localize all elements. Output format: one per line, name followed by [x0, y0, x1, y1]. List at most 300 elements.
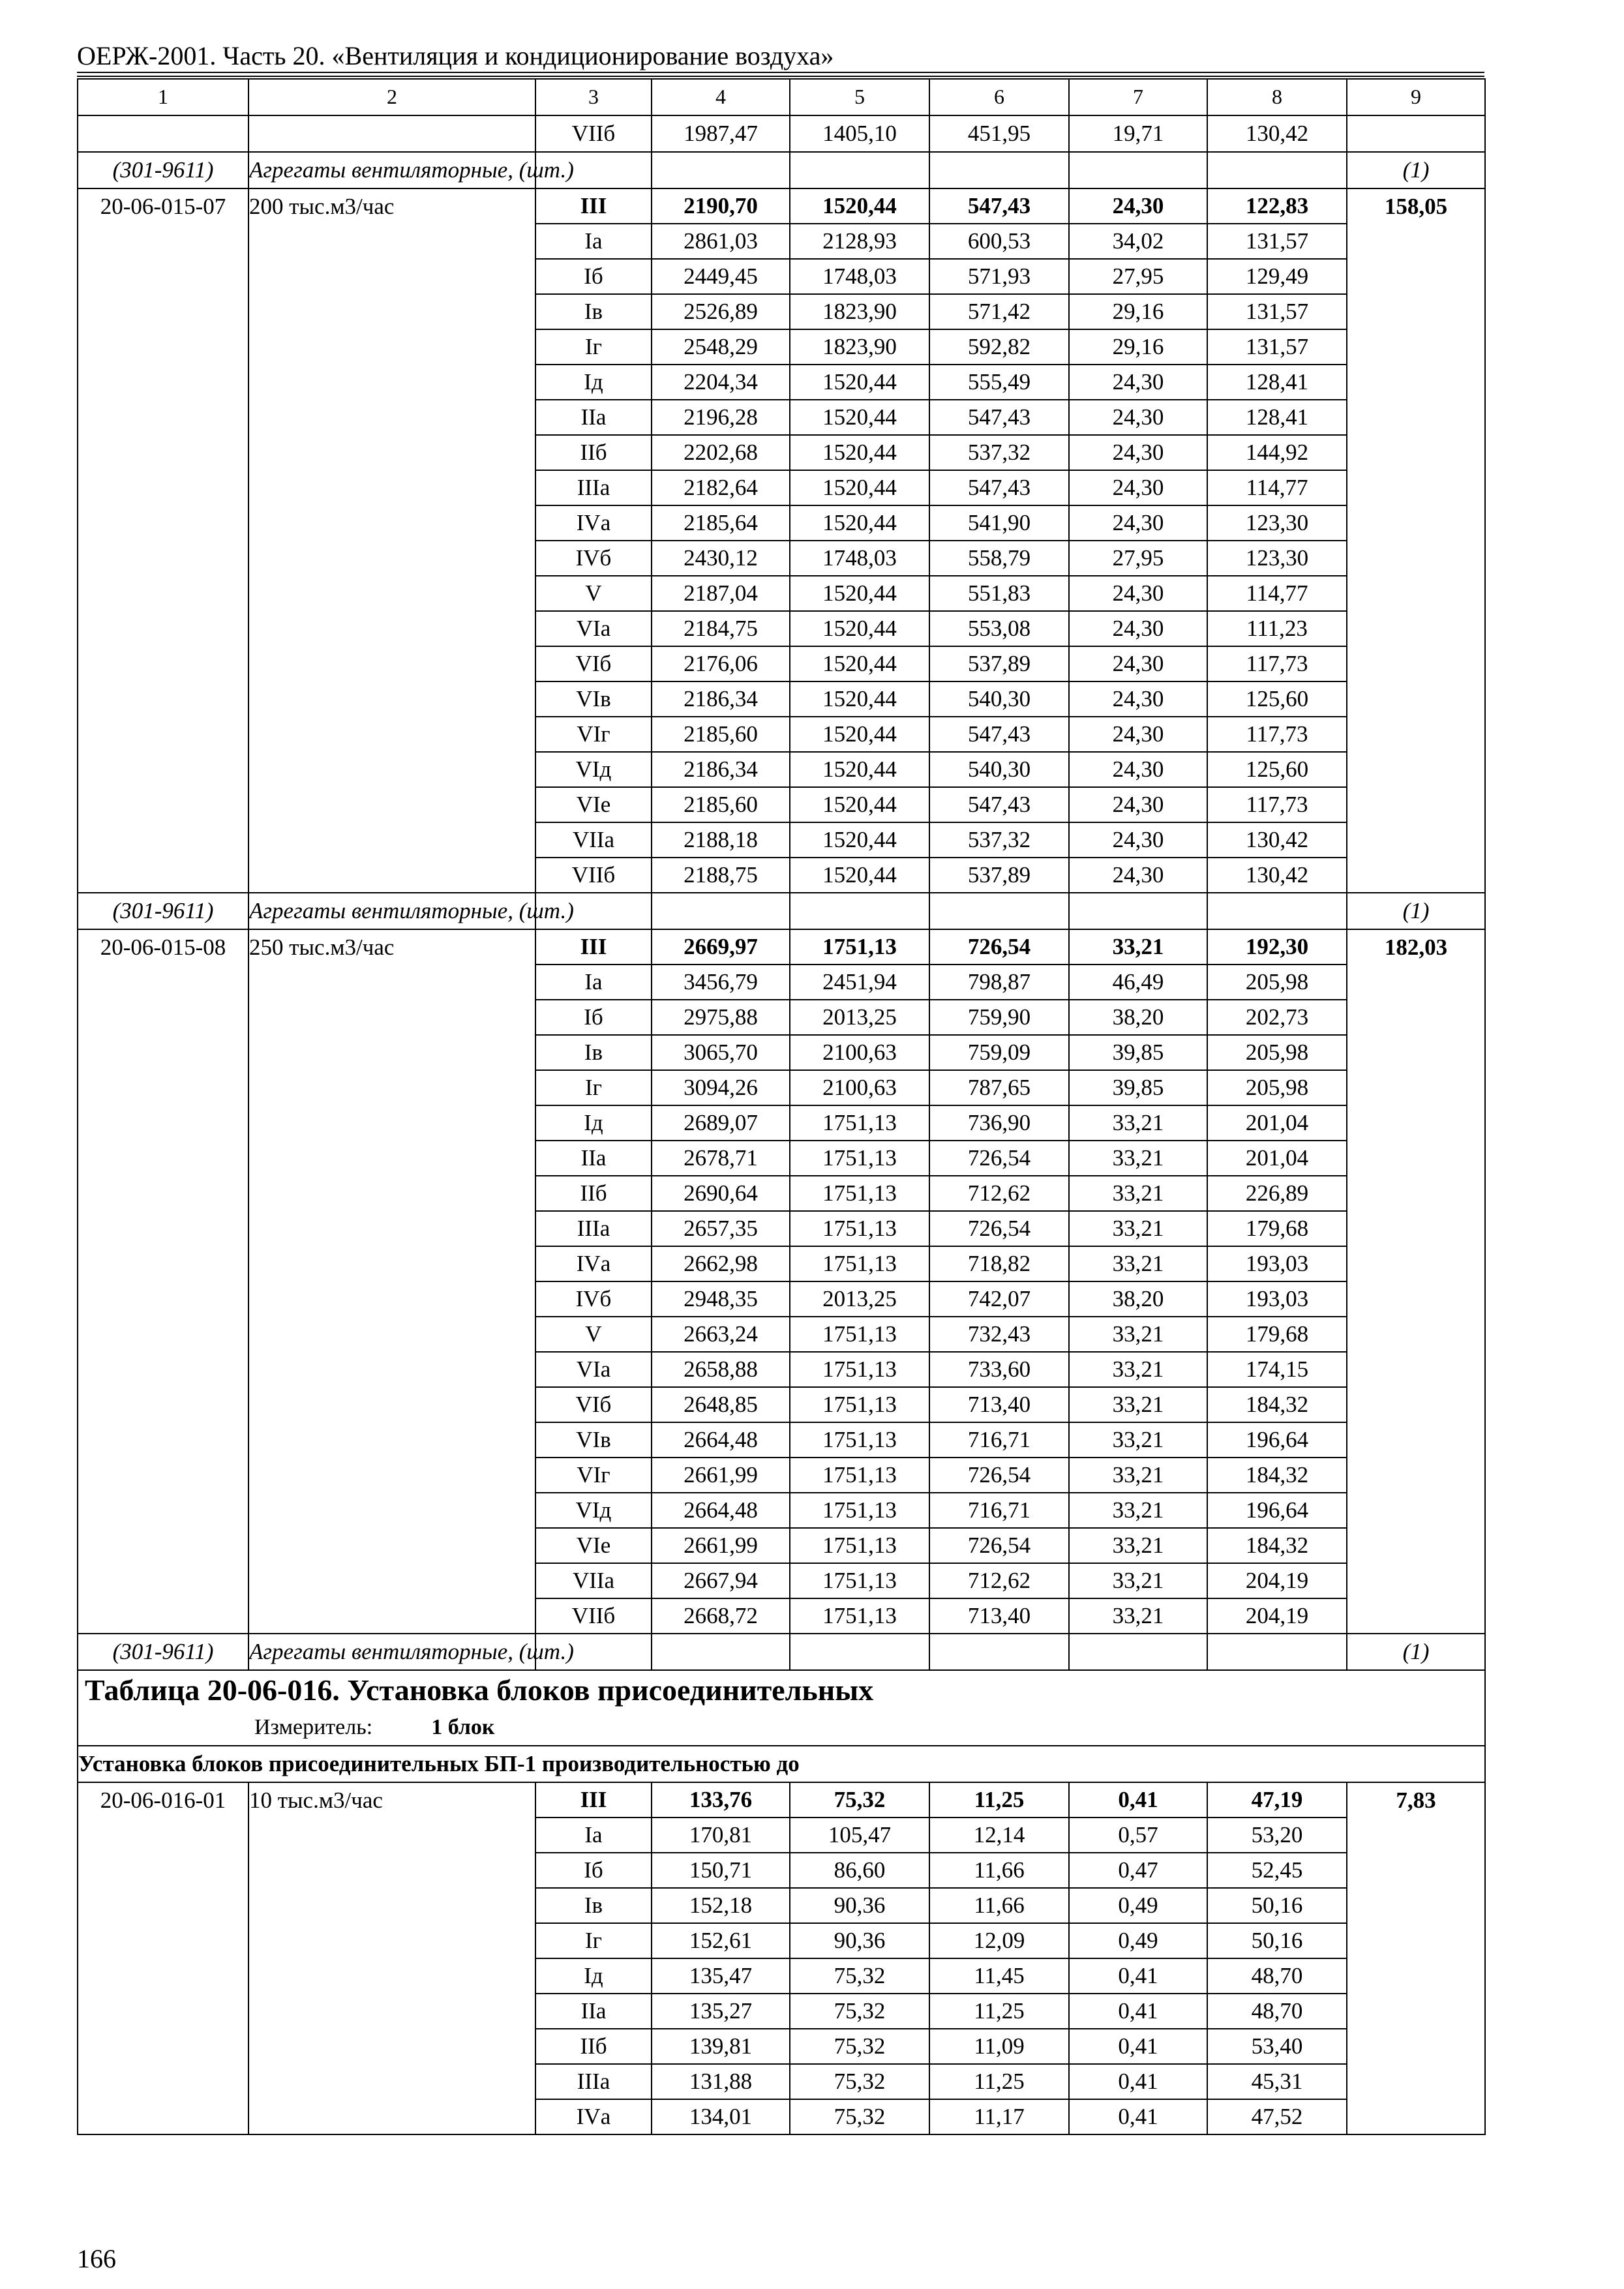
- zone-label: Iа: [536, 224, 651, 260]
- zone-cell: VIIб: [535, 115, 652, 152]
- value-cell: 537,89: [930, 647, 1068, 682]
- header-rule-top: [77, 72, 1484, 73]
- value-cell: 1520,44: [790, 576, 929, 612]
- zone-label: VIв: [536, 1423, 651, 1458]
- value-cell: 174,15: [1208, 1353, 1346, 1388]
- empty-cell: [248, 115, 535, 152]
- value-cell: 1520,44: [790, 717, 929, 753]
- value-cell: 2188,75: [684, 862, 758, 888]
- value-cell: 75,32: [790, 1959, 929, 1994]
- value-cell: 555,49: [930, 365, 1068, 400]
- resource-name: Агрегаты вентиляторные, (шт.): [248, 893, 535, 929]
- value-cell: 1823,90: [790, 295, 929, 330]
- value-cell: 202,73: [1208, 1000, 1346, 1036]
- value-cell: 11,25: [930, 2065, 1068, 2100]
- zone-label: IVа: [536, 1247, 651, 1282]
- value-cell: 24,30: [1070, 823, 1207, 858]
- value-cell: 24,30: [1070, 612, 1207, 647]
- value-cell: 1520,44: [790, 506, 929, 541]
- value-cell: 27,95: [1070, 541, 1207, 576]
- value-cell: 726,54: [930, 1212, 1068, 1247]
- resource-qty: (1): [1347, 893, 1485, 929]
- value-cell: 33,21: [1070, 1317, 1207, 1353]
- value-cell: 24,30: [1070, 436, 1207, 471]
- value-cell: 2449,45: [652, 260, 789, 295]
- value-cell: 2661,99: [652, 1529, 789, 1564]
- value-cell: 1751,13: [790, 1247, 929, 1282]
- value-cell: 2668,72: [684, 1603, 758, 1628]
- value-cell: 2526,89: [652, 295, 789, 330]
- value-cell: 537,32: [930, 436, 1068, 471]
- zone-label: VIг: [536, 1458, 651, 1493]
- zone-label: VIа: [536, 612, 651, 647]
- value-cell: 38,20: [1070, 1000, 1207, 1036]
- column-number: 9: [1347, 79, 1485, 115]
- column-number: 6: [929, 79, 1069, 115]
- resource-row: [78, 1634, 1485, 1670]
- value-cell: 139,81: [652, 2029, 789, 2065]
- value-cell: 90,36: [790, 1924, 929, 1959]
- zone-label: VIIб: [571, 862, 616, 888]
- value-cell: 2185,60: [652, 717, 789, 753]
- value-cell: 732,43: [930, 1317, 1068, 1353]
- zone-label: VIе: [536, 788, 651, 823]
- value-cell: 50,16: [1208, 1889, 1346, 1924]
- value-cell: 2185,60: [652, 788, 789, 823]
- empty-cell: [790, 893, 929, 929]
- value-cell: 716,71: [930, 1493, 1068, 1529]
- value-column-6: [929, 929, 1069, 1634]
- value-cell: 2128,93: [790, 224, 929, 260]
- value-cell: 33,21: [1070, 1106, 1207, 1141]
- value-cell: 1520,44: [790, 647, 929, 682]
- zone-label: V: [536, 1317, 651, 1353]
- value-cell: 131,57: [1208, 295, 1346, 330]
- zone-label: Iг: [536, 1071, 651, 1106]
- zone-label: IIа: [536, 400, 651, 436]
- value-cell: 1751,13: [790, 1212, 929, 1247]
- value-column-5: [790, 1782, 929, 2134]
- zone-label: IIа: [536, 1994, 651, 2029]
- resource-code: (301-9611): [78, 893, 248, 929]
- value-cell: 39,85: [1070, 1036, 1207, 1071]
- value-cell: 11,25: [930, 1783, 1068, 1818]
- value-cell: 1520,44: [790, 365, 929, 400]
- value-cell: 1751,13: [790, 1529, 929, 1564]
- value-cell: 1520,44: [790, 612, 929, 647]
- value-cell: 53,40: [1208, 2029, 1346, 2065]
- zone-label: VIв: [536, 682, 651, 717]
- value-cell: 2187,04: [652, 576, 789, 612]
- measure-value: 1 блок: [431, 1715, 495, 1739]
- zone-label: VIIб: [571, 1603, 616, 1628]
- column-number: 7: [1069, 79, 1207, 115]
- zone-label: Iа: [536, 965, 651, 1000]
- value-cell: 2690,64: [652, 1176, 789, 1212]
- value-cell: 196,64: [1208, 1423, 1346, 1458]
- empty-cell: [929, 1634, 1069, 1670]
- value-cell: 713,40: [967, 1603, 1031, 1628]
- empty-cell: [1207, 152, 1347, 188]
- value-cell: 712,62: [930, 1564, 1068, 1599]
- zone-label: IIб: [536, 436, 651, 471]
- value-cell: 135,27: [652, 1994, 789, 2029]
- zone-label: VIб: [536, 647, 651, 682]
- value-cell: 1751,13: [790, 1564, 929, 1599]
- value-cell: 11,25: [930, 1994, 1068, 2029]
- value-cell: 24,30: [1112, 862, 1164, 888]
- value-cell: 24,30: [1070, 682, 1207, 717]
- zone-label: IIа: [536, 1141, 651, 1176]
- value-cell: 75,32: [790, 2029, 929, 2065]
- value-cell: 33,21: [1070, 1212, 1207, 1247]
- column-number: 3: [535, 79, 652, 115]
- value-column-5: [790, 188, 929, 893]
- resource-qty: (1): [1347, 1634, 1485, 1670]
- zone-label: Iб: [536, 260, 651, 295]
- value-cell: 192,30: [1208, 930, 1346, 965]
- empty-cell: [1069, 152, 1207, 188]
- resource-name: Агрегаты вентиляторные, (шт.): [248, 152, 535, 188]
- value-cell: 75,32: [790, 2065, 929, 2100]
- value-cell: 204,19: [1208, 1564, 1346, 1599]
- value-cell: 1520,44: [790, 788, 929, 823]
- value-cell: 726,54: [930, 1458, 1068, 1493]
- zone-column: [535, 1782, 652, 2134]
- value-column-5: [790, 929, 929, 1634]
- value-cell: 451,95: [929, 115, 1069, 152]
- value-cell: 125,60: [1208, 753, 1346, 788]
- value-cell: 201,04: [1208, 1141, 1346, 1176]
- value-cell: 2658,88: [652, 1353, 789, 1388]
- zone-label: IIб: [536, 2029, 651, 2065]
- value-cell: 47,19: [1208, 1783, 1346, 1818]
- empty-cell: [1069, 893, 1207, 929]
- value-cell: 759,90: [930, 1000, 1068, 1036]
- value-cell: 0,41: [1070, 1959, 1207, 1994]
- rate-name: 250 тыс.м3/час: [248, 929, 535, 1634]
- value-column-8: [1207, 1782, 1347, 2134]
- value-cell: 726,54: [930, 1529, 1068, 1564]
- value-cell: 547,43: [930, 400, 1068, 436]
- value-cell: 205,98: [1208, 1036, 1346, 1071]
- zone-label: VIг: [536, 717, 651, 753]
- price-table: [77, 78, 1486, 2135]
- value-cell: 2176,06: [652, 647, 789, 682]
- subheading: Установка блоков присоединительных БП-1 производительностью до: [78, 1746, 1485, 1782]
- value-cell: 798,87: [930, 965, 1068, 1000]
- zone-label: VIд: [536, 753, 651, 788]
- value-cell: 193,03: [1208, 1282, 1346, 1317]
- value-cell: 1520,44: [790, 436, 929, 471]
- value-cell: 1751,13: [790, 1353, 929, 1388]
- zone-label: Iб: [536, 1853, 651, 1889]
- value-cell: 540,30: [930, 682, 1068, 717]
- zone-label: Iд: [536, 365, 651, 400]
- value-cell: 184,32: [1208, 1388, 1346, 1423]
- zone-label: III: [536, 930, 651, 965]
- value-cell: 718,82: [930, 1247, 1068, 1282]
- zone-label: V: [536, 576, 651, 612]
- resource-qty: (1): [1347, 152, 1485, 188]
- column-number: 8: [1207, 79, 1347, 115]
- rate-block: [78, 929, 1485, 1634]
- value-cell: 2430,12: [652, 541, 789, 576]
- value-cell: 2661,99: [652, 1458, 789, 1493]
- value-cell: 0,41: [1118, 2104, 1158, 2129]
- zone-label: IVб: [536, 1282, 651, 1317]
- value-cell: 1987,47: [652, 115, 790, 152]
- value-cell: 2548,29: [652, 330, 789, 365]
- value-cell: 3094,26: [652, 1071, 789, 1106]
- value-cell: 131,88: [652, 2065, 789, 2100]
- value-cell: 11,09: [930, 2029, 1068, 2065]
- value-cell: 547,43: [930, 189, 1068, 224]
- empty-cell: [929, 152, 1069, 188]
- value-cell: 11,17: [974, 2104, 1025, 2129]
- value-cell: 2689,07: [652, 1106, 789, 1141]
- value-cell: 12,14: [930, 1818, 1068, 1853]
- value-cell: 551,83: [930, 576, 1068, 612]
- value-cell: 27,95: [1070, 260, 1207, 295]
- value-cell: 11,66: [930, 1853, 1068, 1889]
- zone-label: VIе: [536, 1529, 651, 1564]
- value-cell: 184,32: [1208, 1458, 1346, 1493]
- value-cell: 75,32: [834, 2104, 886, 2129]
- value-cell: 2184,75: [652, 612, 789, 647]
- empty-cell: [652, 1634, 790, 1670]
- resource-row: [78, 893, 1485, 929]
- measure-label: Измеритель:: [254, 1715, 373, 1739]
- value-cell: 1751,13: [790, 1458, 929, 1493]
- value-cell: 39,85: [1070, 1071, 1207, 1106]
- value-cell: 0,41: [1070, 1994, 1207, 2029]
- value-cell: 33,21: [1070, 1353, 1207, 1388]
- rate-name: 10 тыс.м3/час: [248, 1782, 535, 2134]
- value-cell: 205,98: [1208, 1071, 1346, 1106]
- value-cell: 726,54: [930, 1141, 1068, 1176]
- rate-code: 20-06-015-07: [78, 188, 248, 893]
- empty-cell: [78, 115, 248, 152]
- value-cell: 117,73: [1208, 717, 1346, 753]
- column-number: 5: [790, 79, 929, 115]
- empty-cell: [929, 893, 1069, 929]
- value-cell: 2861,03: [652, 224, 789, 260]
- value-cell: 134,01: [689, 2104, 753, 2129]
- measure-line: [78, 1710, 1484, 1745]
- col9-value: 158,05: [1347, 188, 1485, 893]
- value-cell: 86,60: [790, 1853, 929, 1889]
- value-cell: 130,42: [1207, 115, 1347, 152]
- value-cell: 11,45: [930, 1959, 1068, 1994]
- value-column-8: [1207, 929, 1347, 1634]
- value-cell: 1751,13: [790, 1423, 929, 1458]
- value-cell: 117,73: [1208, 788, 1346, 823]
- value-cell: 1751,13: [790, 1176, 929, 1212]
- value-cell: 129,49: [1208, 260, 1346, 295]
- value-cell: 541,90: [930, 506, 1068, 541]
- value-cell: 48,70: [1208, 1959, 1346, 1994]
- value-cell: 125,60: [1208, 682, 1346, 717]
- value-cell: 537,32: [930, 823, 1068, 858]
- value-cell: 2185,64: [652, 506, 789, 541]
- value-cell: 29,16: [1070, 330, 1207, 365]
- value-cell: 2657,35: [652, 1212, 789, 1247]
- value-cell: 33,21: [1070, 1458, 1207, 1493]
- value-cell: 2190,70: [652, 189, 789, 224]
- value-cell: 122,83: [1208, 189, 1346, 224]
- value-cell: 179,68: [1208, 1212, 1346, 1247]
- value-cell: 52,45: [1208, 1853, 1346, 1889]
- value-cell: 592,82: [930, 330, 1068, 365]
- value-cell: 726,54: [930, 930, 1068, 965]
- value-cell: 0,49: [1070, 1924, 1207, 1959]
- value-cell: 50,16: [1208, 1924, 1346, 1959]
- rate-name: 200 тыс.м3/час: [248, 188, 535, 893]
- value-cell: 1520,44: [790, 189, 929, 224]
- value-cell: 24,30: [1070, 189, 1207, 224]
- value-cell: 2204,34: [652, 365, 789, 400]
- value-cell: 712,62: [930, 1176, 1068, 1212]
- value-cell: 33,21: [1070, 1423, 1207, 1458]
- value-cell: 33,21: [1112, 1603, 1164, 1628]
- empty-cell: [1207, 893, 1347, 929]
- value-cell: 90,36: [790, 1889, 929, 1924]
- empty-cell: [652, 152, 790, 188]
- value-cell: 46,49: [1070, 965, 1207, 1000]
- value-cell: 2669,97: [652, 930, 789, 965]
- zone-label: Iд: [536, 1959, 651, 1994]
- value-cell: 0,41: [1070, 2029, 1207, 2065]
- value-cell: 571,93: [930, 260, 1068, 295]
- value-cell: 133,76: [652, 1783, 789, 1818]
- zone-label: IVа: [536, 506, 651, 541]
- value-cell: 2451,94: [790, 965, 929, 1000]
- rate-code: 20-06-016-01: [78, 1782, 248, 2134]
- subheading-row: [78, 1746, 1485, 1782]
- value-cell: 19,71: [1069, 115, 1207, 152]
- value-cell: 226,89: [1208, 1176, 1346, 1212]
- value-cell: 33,21: [1070, 1493, 1207, 1529]
- empty-cell: [790, 152, 929, 188]
- value-cell: 53,20: [1208, 1818, 1346, 1853]
- zone-label: VIд: [536, 1493, 651, 1529]
- value-cell: 111,23: [1208, 612, 1346, 647]
- zone-label: VIб: [536, 1388, 651, 1423]
- value-cell: 33,21: [1070, 930, 1207, 965]
- empty-cell: [1069, 1634, 1207, 1670]
- rate-block: [78, 1782, 1485, 2134]
- value-cell: 1748,03: [790, 541, 929, 576]
- value-cell: 553,08: [930, 612, 1068, 647]
- value-cell: 24,30: [1070, 506, 1207, 541]
- value-cell: 2013,25: [790, 1000, 929, 1036]
- value-cell: 571,42: [930, 295, 1068, 330]
- resource-name: Агрегаты вентиляторные, (шт.): [248, 1634, 535, 1670]
- value-cell: 733,60: [930, 1353, 1068, 1388]
- value-cell: 2648,85: [652, 1388, 789, 1423]
- zone-label: IIIа: [536, 2065, 651, 2100]
- value-cell: 33,21: [1070, 1247, 1207, 1282]
- zone-label: Iд: [536, 1106, 651, 1141]
- value-cell: 2196,28: [652, 400, 789, 436]
- column-number: 2: [248, 79, 535, 115]
- page-number: 166: [77, 2244, 116, 2273]
- header-rule-bottom: [77, 76, 1484, 77]
- zone-label: Iг: [536, 1924, 651, 1959]
- value-cell: 131,57: [1208, 330, 1346, 365]
- value-cell: 1751,13: [790, 1141, 929, 1176]
- value-column-4: [652, 188, 790, 893]
- value-cell: 114,77: [1208, 576, 1346, 612]
- value-cell: 48,70: [1208, 1994, 1346, 2029]
- value-cell: 1751,13: [790, 1493, 929, 1529]
- value-cell: 75,32: [790, 1783, 929, 1818]
- value-cell: 547,43: [930, 471, 1068, 506]
- zone-label: Iа: [536, 1818, 651, 1853]
- value-column-6: [929, 188, 1069, 893]
- zone-label: VIIа: [536, 1564, 651, 1599]
- table-title-cell: [78, 1670, 1485, 1746]
- value-cell: 1520,44: [790, 400, 929, 436]
- value-cell: 1751,13: [822, 1603, 897, 1628]
- value-cell: 24,30: [1070, 753, 1207, 788]
- empty-cell: [1347, 115, 1485, 152]
- value-cell: 33,21: [1070, 1388, 1207, 1423]
- zone-label: III: [536, 189, 651, 224]
- value-cell: 1520,44: [790, 471, 929, 506]
- value-cell: 24,30: [1070, 576, 1207, 612]
- value-cell: 12,09: [930, 1924, 1068, 1959]
- value-cell: 3456,79: [652, 965, 789, 1000]
- value-cell: 152,18: [652, 1889, 789, 1924]
- value-cell: 1520,44: [790, 753, 929, 788]
- zone-column: [535, 188, 652, 893]
- zone-label: IVа: [576, 2104, 611, 2129]
- value-cell: 540,30: [930, 753, 1068, 788]
- value-cell: 2948,35: [652, 1282, 789, 1317]
- value-cell: 114,77: [1208, 471, 1346, 506]
- empty-cell: [652, 893, 790, 929]
- value-cell: 1405,10: [790, 115, 929, 152]
- value-cell: 547,43: [930, 788, 1068, 823]
- zone-column: [535, 929, 652, 1634]
- col9-value: 7,83: [1347, 1782, 1485, 2134]
- value-cell: 184,32: [1208, 1529, 1346, 1564]
- value-cell: 600,53: [930, 224, 1068, 260]
- value-cell: 24,30: [1070, 647, 1207, 682]
- value-cell: 34,02: [1070, 224, 1207, 260]
- value-cell: 24,30: [1070, 400, 1207, 436]
- value-cell: 716,71: [930, 1423, 1068, 1458]
- value-cell: 1520,44: [822, 862, 897, 888]
- value-cell: 150,71: [652, 1853, 789, 1889]
- empty-cell: [1207, 1634, 1347, 1670]
- value-cell: 2182,64: [652, 471, 789, 506]
- value-cell: 29,16: [1070, 295, 1207, 330]
- value-cell: 75,32: [790, 1994, 929, 2029]
- value-cell: 2664,48: [652, 1423, 789, 1458]
- value-cell: 787,65: [930, 1071, 1068, 1106]
- value-cell: 1751,13: [790, 1106, 929, 1141]
- value-cell: 713,40: [930, 1388, 1068, 1423]
- rate-code: 20-06-015-08: [78, 929, 248, 1634]
- zone-label: Iг: [536, 330, 651, 365]
- value-cell: 24,30: [1070, 788, 1207, 823]
- value-cell: 2667,94: [652, 1564, 789, 1599]
- value-cell: 0,47: [1070, 1853, 1207, 1889]
- value-cell: 128,41: [1208, 365, 1346, 400]
